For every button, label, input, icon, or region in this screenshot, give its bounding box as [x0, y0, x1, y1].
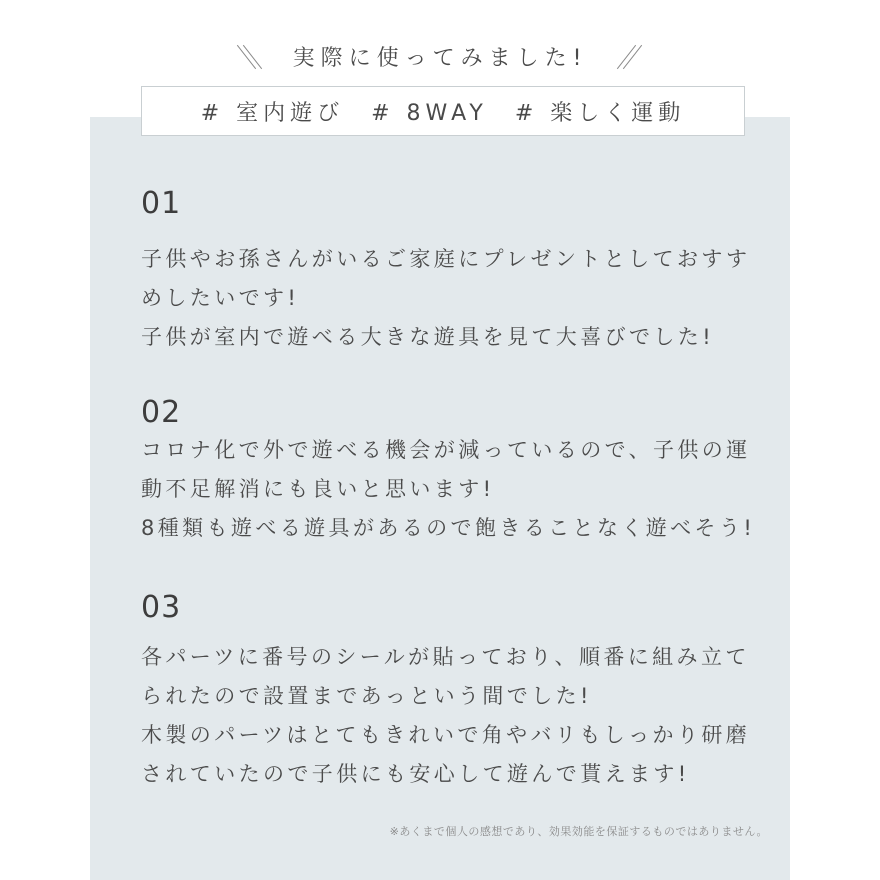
section-line: されていたので子供にも安心して遊んで貰えます!: [141, 762, 690, 786]
section-number: 03: [141, 590, 182, 625]
heading-title: 実際に使ってみました!: [292, 45, 588, 71]
review-section-02: [141, 395, 756, 548]
section-line: 動不足解消にも良いと思います!: [141, 477, 495, 501]
slash-decoration-icon: [619, 42, 641, 70]
review-section-03: [141, 590, 751, 794]
section-line: めしたいです!: [141, 286, 300, 310]
section-line: 各パーツに番号のシールが貼っており、順番に組み立て: [141, 645, 750, 669]
section-line: 子供が室内で遊べる大きな遊具を見て大喜びでした!: [141, 325, 715, 349]
section-line: コロナ化で外で遊べる機会が減っているので、子供の運: [141, 438, 751, 462]
section-heading: [0, 36, 880, 76]
hashtag-box: # 室内遊び # 8WAY # 楽しく運動: [141, 86, 745, 136]
slash-decoration-icon: [239, 42, 261, 70]
section-line: 木製のパーツはとてもきれいで角やバリもしっかり研磨: [141, 723, 751, 747]
section-line: 子供やお孫さんがいるご家庭にプレゼントとしておすす: [141, 247, 751, 271]
section-number: 02: [141, 395, 182, 430]
review-section-01: [141, 186, 751, 357]
section-line: 8種類も遊べる遊具があるので飽きることなく遊べそう!: [141, 516, 756, 540]
disclaimer-note: ※あくまで個人の感想であり、効果効能を保証するものではありません。: [389, 825, 768, 838]
section-number: 01: [141, 186, 182, 221]
section-line: られたので設置まであっという間でした!: [141, 684, 592, 708]
